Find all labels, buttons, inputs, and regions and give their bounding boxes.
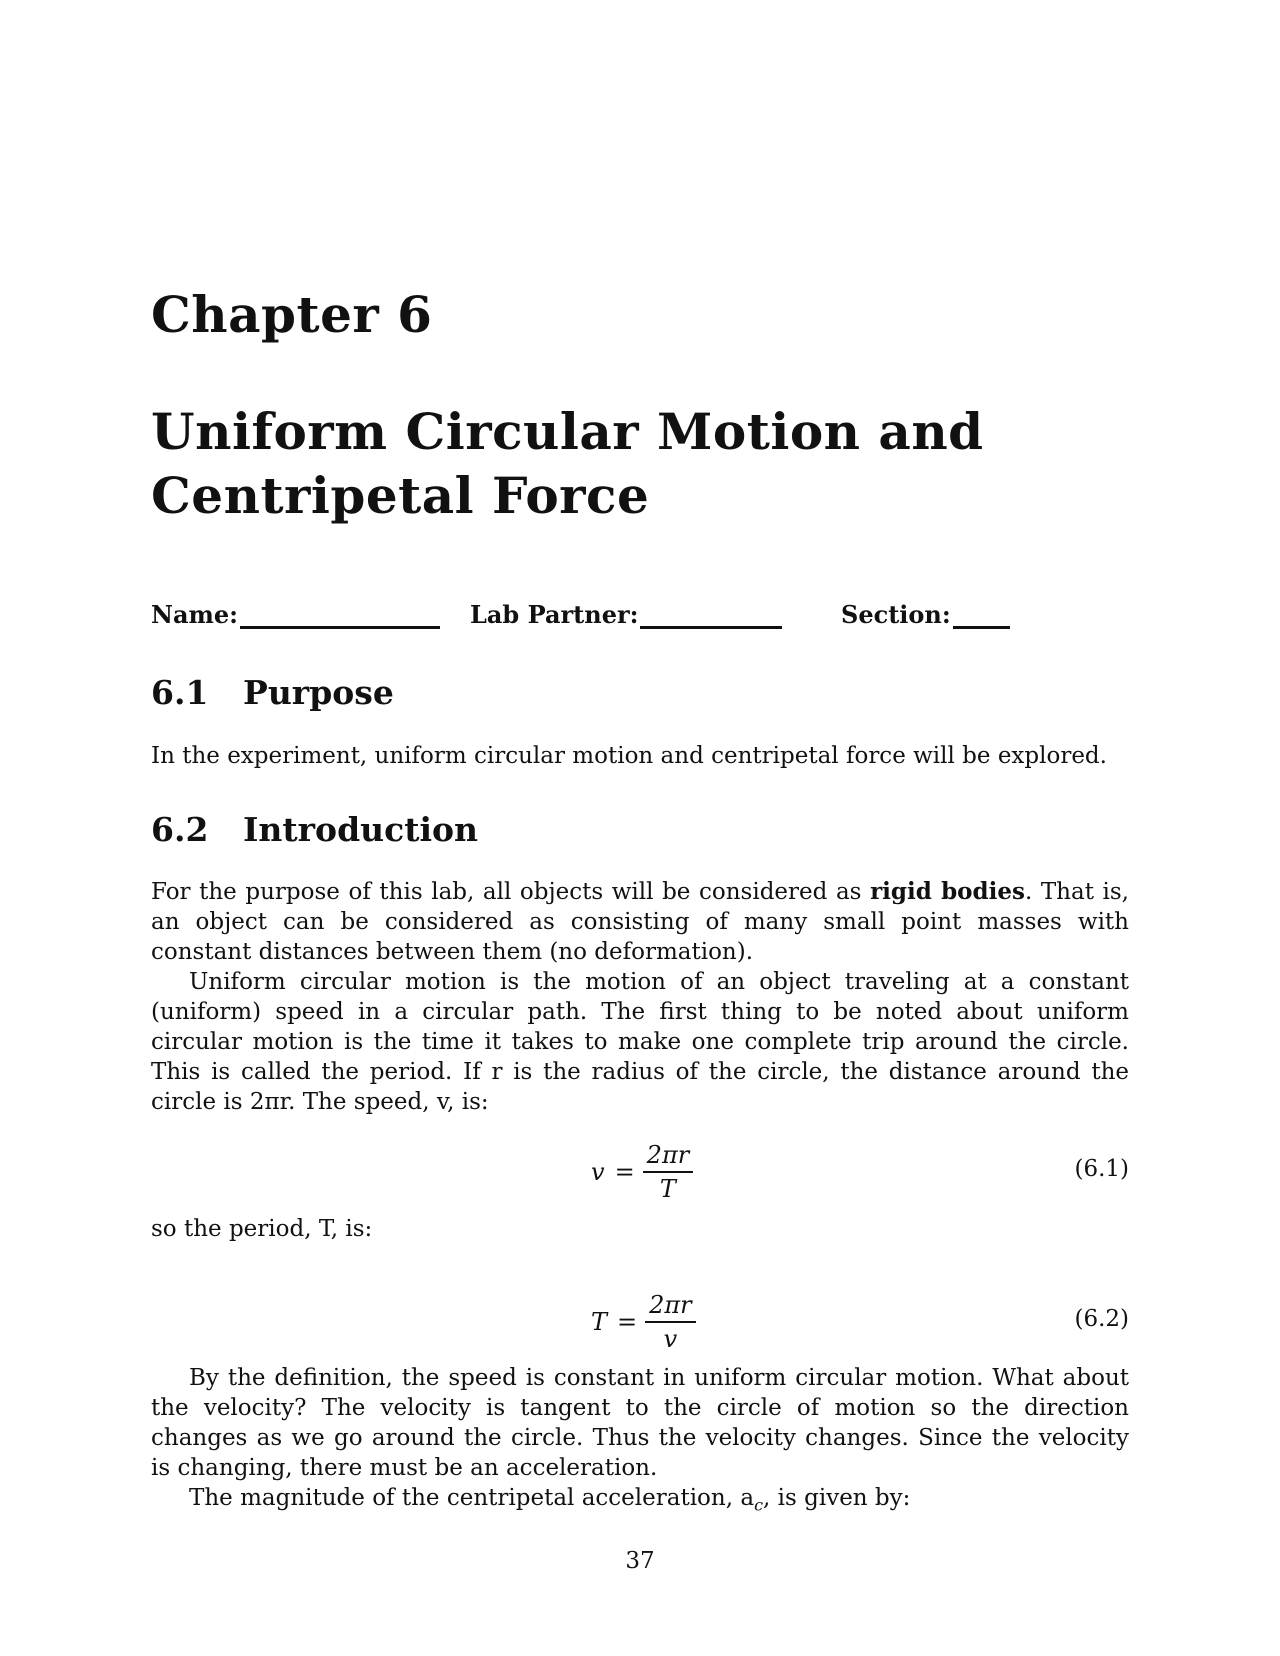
subscript: c [754, 1495, 764, 1515]
intro-paragraph-circular-motion: Uniform circular motion is the motion of an object traveling at a constant (uniform) speed in a circular path. The first thing to be noted about uniform circular motion is the time it takes to make one complete trip around the circle. This is called the period. If r is the radius of the circle, the distance around the circle is 2πr. The speed, v, is: [151, 969, 1129, 1115]
intro-paragraph-rigid-bodies: For the purpose of this lab, all objects will be considered as rigid bodies. That is, an object can be considered as consisting of many small point masses with constant distances between them (no deformation). [151, 878, 1129, 965]
intro-paragraph-velocity: By the definition, the speed is constant in uniform circular motion. What about the velocity? The velocity is tangent to the circle of motion so the direction changes as we go around the circle. Thus the velocity changes. Since the velocity is changing, there must be an acceleration. [151, 1365, 1129, 1481]
chapter-title: Uniform Circular Motion and Centripetal Force [151, 402, 984, 525]
section-heading-introduction [151, 810, 479, 849]
fraction-denominator: T [659, 1175, 676, 1203]
document-page [151, 0, 1129, 1656]
lab-partner-blank-line[interactable] [640, 604, 782, 629]
equation-6-2: T = $\frac{2\pi r}{v}$ (6.2) [591, 1291, 1129, 1353]
section-title: Introduction [243, 810, 479, 849]
equation-lhs: v [591, 1158, 605, 1186]
chapter-label: Chapter 6 [151, 285, 433, 344]
equation-number: (6.1) [1074, 1156, 1129, 1182]
equation-number: (6.2) [1074, 1306, 1129, 1332]
lab-partner-field[interactable] [470, 600, 782, 629]
student-info-form [151, 600, 1129, 640]
lab-partner-label: Lab Partner: [470, 600, 639, 629]
fraction-numerator: 2πr [643, 1141, 694, 1173]
fraction-denominator: v [663, 1325, 678, 1353]
section-field[interactable] [841, 600, 1010, 629]
between-equations-text: so the period, T, is: [151, 1216, 373, 1242]
equation-lhs: T [591, 1308, 608, 1336]
fraction-numerator: 2πr [645, 1291, 696, 1323]
section-heading-purpose [151, 673, 394, 712]
fraction [645, 1291, 696, 1353]
rigid-bodies-term: rigid bodies [870, 878, 1025, 905]
fraction [643, 1141, 694, 1203]
equation-6-1: v = $\frac{2\pi r}{T}$ (6.1) [591, 1141, 1129, 1203]
name-field[interactable] [151, 600, 440, 629]
section-label: Section: [841, 600, 951, 629]
name-blank-line[interactable] [240, 604, 440, 629]
page-number: 37 [625, 1548, 655, 1574]
name-label: Name: [151, 600, 239, 629]
section-blank-line[interactable] [953, 604, 1010, 629]
section-title: Purpose [243, 673, 394, 712]
intro-paragraph-centripetal: The magnitude of the centripetal acceleration, $a_c$, is given by: [189, 1485, 911, 1515]
section-number: 6.1 [151, 673, 209, 712]
purpose-paragraph: In the experiment, uniform circular motion and centripetal force will be explored. [151, 743, 1107, 769]
section-number: 6.2 [151, 810, 209, 849]
